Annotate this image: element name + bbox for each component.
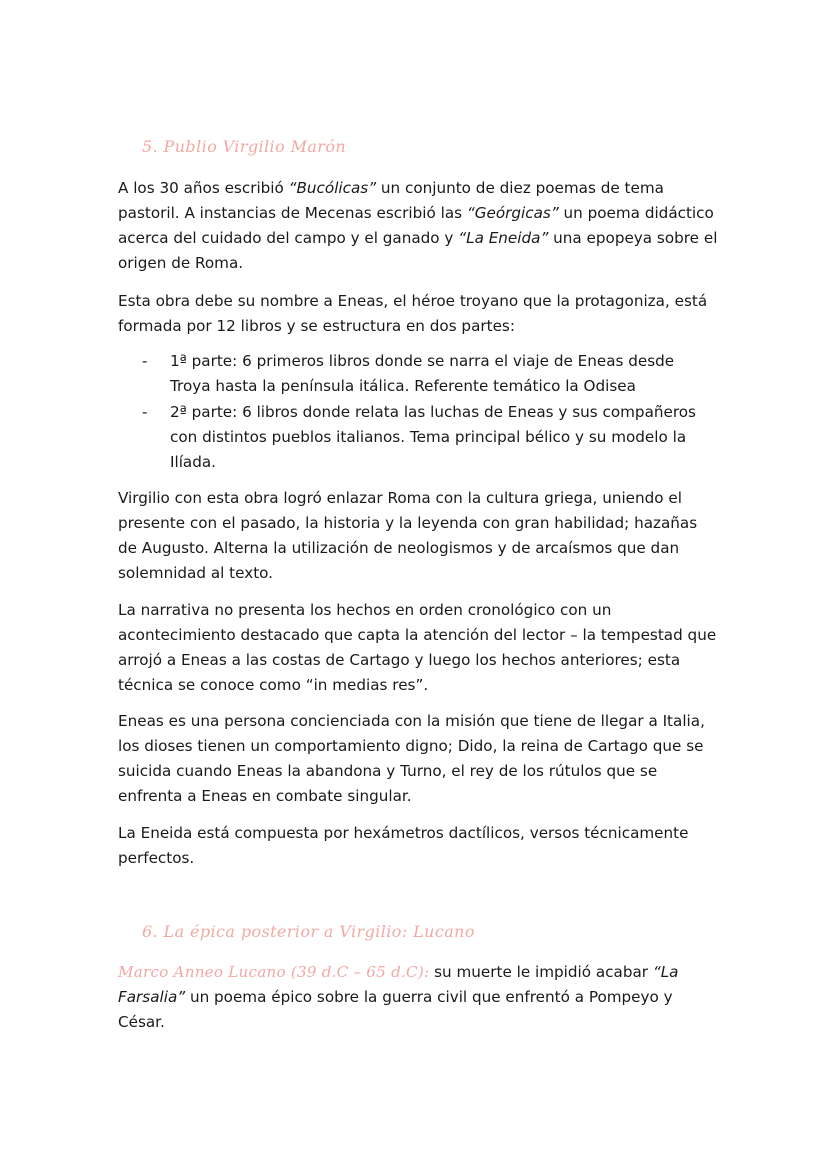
section-5-paragraph-4: La narrativa no presenta los hechos en orden cronológico con un acontecimiento destacado que capta la atención del lector – la tempestad que arrojó a Eneas a las costas de Cartago y luego los hechos anteriores; esta técnica se conoce como “in medias res”. [118, 601, 717, 694]
list-item-text: 2ª parte: 6 libros donde relata las luchas de Eneas y sus compañeros con distintos pueblos italianos. Tema principal bélico y su modelo la Ilíada. [170, 403, 696, 471]
text-span: una epopeya sobre el origen de Roma. [118, 229, 718, 272]
section-5-paragraph-3: Virgilio con esta obra logró enlazar Roma con la cultura griega, uniendo el presente con el pasado, la historia y la leyenda con gran habilidad; hazañas de Augusto. Alterna la utilización de neologismos y de arcaísmos que dan solemnidad al texto. [118, 489, 698, 582]
title-bucolicas: “Bucólicas” [288, 179, 377, 197]
text-span: un poema didáctico acerca del cuidado del campo y el ganado y [118, 204, 714, 247]
title-georgicas: “Geórgicas” [466, 204, 559, 222]
text-span: un poema épico sobre la guerra civil que enfrentó a Pompeyo y César. [118, 988, 673, 1031]
section-5-paragraph-5: Eneas es una persona concienciada con la misión que tiene de llegar a Italia, los dioses tienen un comportamiento digno; Dido, la reina de Cartago que se suicida cuando Eneas la abandona y Turno, el rey de los rútulos que se enfrenta a Eneas en combate singular. [118, 712, 705, 805]
section-5-paragraph-6: La Eneida está compuesta por hexámetros dactílicos, versos técnicamente perfectos. [118, 824, 689, 867]
title-eneida: “La Eneida” [458, 229, 549, 247]
author-name: Marco Anneo Lucano (39 d.C – 65 d.C): [118, 963, 430, 981]
text-span: su muerte le impidió acabar [429, 963, 653, 981]
text-span: un conjunto de diez poemas de tema pastoril. A instancias de Mecenas escribió las [118, 179, 664, 222]
text-span: A los 30 años escribió [118, 179, 289, 197]
list-bullet: - [142, 352, 148, 370]
list-item-text: 1ª parte: 6 primeros libros donde se narra el viaje de Eneas desde Troya hasta la península itálica. Referente temático la Odisea [170, 352, 675, 395]
section-5-paragraph-1 [118, 176, 718, 276]
section-5-heading: 5. Publio Virgilio Marón [142, 137, 347, 156]
list-bullet: - [142, 403, 148, 421]
title-farsalia: “La Farsalia” [118, 963, 679, 1006]
section-6-heading: 6. La épica posterior a Virgilio: Lucano [142, 922, 475, 941]
section-6-paragraph-1 [118, 960, 718, 1035]
section-5-paragraph-2: Esta obra debe su nombre a Eneas, el héroe troyano que la protagoniza, está formada por 12 libros y se estructura en dos partes: [118, 292, 708, 335]
